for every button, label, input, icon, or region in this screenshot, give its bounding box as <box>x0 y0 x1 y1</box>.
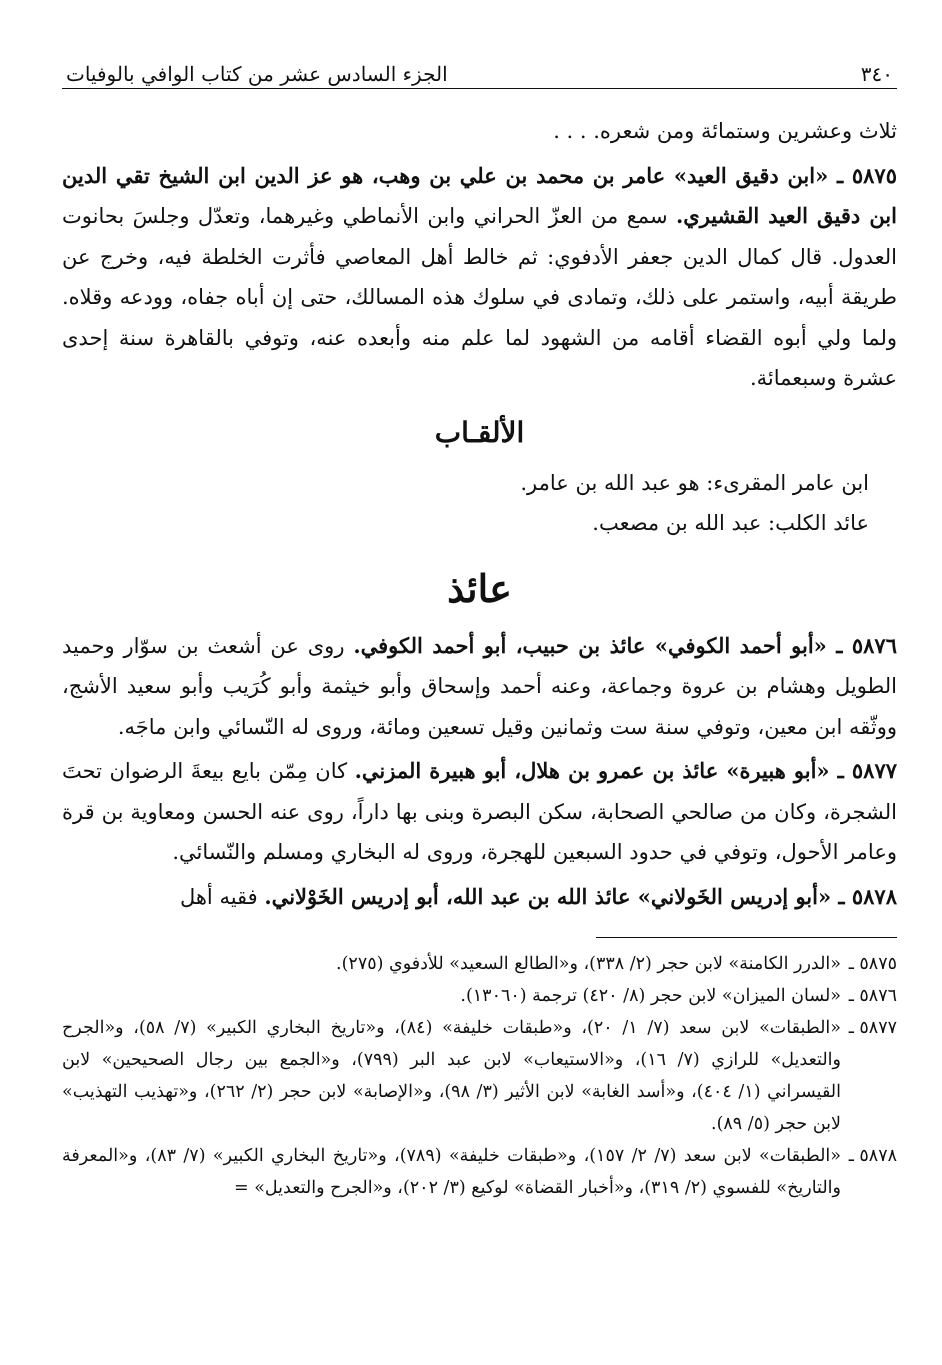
footnote-5878 <box>62 1140 897 1204</box>
entry-5877-lead: ٥٨٧٧ ـ «أبو هبيرة» عائذ بن عمرو بن هلال، أبو هبيرة المزني. <box>354 758 898 783</box>
footnote-text: «الدرر الكامنة» لابن حجر (٢/ ٣٣٨)، و«الطالع السعيد» للأدفوي (٢٧٥). <box>336 954 841 974</box>
entry-5878 <box>62 877 897 918</box>
alqab-heading: الألقـاب <box>434 415 525 449</box>
entry-5875 <box>62 156 897 399</box>
footnote-text: «الطبقات» لابن سعد (٧/ ٢/ ١٥٧)، و«طبقات خليفة» (٧٨٩)، و«تاريخ البخاري الكبير» (٧/ ٨٣)، و«المعرفة والتاريخ» للفسوي (٢/ ٣١٩)، و«أخبار القضاة» لوكيع (٣/ ٢٠٢)، و«الجرح والتعديل» = <box>62 1146 841 1198</box>
entry-5876 <box>62 626 897 748</box>
entry-5877-text: كان مِمّن بايع بيعةَ الرضوان تحتَ الشجرة، وكان من صالحي الصحابة، سكن البصرة وبنى بها داراً، روى عنه الحسن ومعاوية بن قرة وعامر الأحول، وتوفي في حدود السبعين للهجرة، وروى له البخاري ومسلم والنّسائي. <box>62 759 897 864</box>
running-title: الجزء السادس عشر من كتاب الوافي بالوفيات <box>66 62 448 86</box>
footnote-text: «الطبقات» لابن سعد (٧/ ١/ ٢٠)، و«طبقات خليفة» (٨٤)، و«تاريخ البخاري الكبير» (٧/ ٥٨)، و«الجرح والتعديل» للرازي (٧/ ١٦)، و«الاستيعاب» لابن عبد البر (٧٩٩)، و«الجمع بين رجال الصحيحين» لابن القيسراني (١/ ٤٠٤)، و«أسد الغابة» لابن الأثير (٣/ ٩٨)، و«الإصابة» لابن حجر (٢/ ٢٦٢)، و«تهذيب التهذيب» لابن حجر (٥/ ٨٩). <box>62 1018 841 1134</box>
footnote-number: ٥٨٧٧ ـ <box>848 1018 897 1038</box>
entry-5877 <box>62 751 897 873</box>
section-heading-aidh: عائذ <box>447 565 512 611</box>
footnote-5875 <box>62 948 897 980</box>
entry-5875-lead: ٥٨٧٥ ـ «ابن دقيق العيد» عامر بن محمد بن علي بن وهب، هو عز الدين ابن الشيخ تقي الدين ابن دقيق العيد القشيري. <box>62 162 897 228</box>
footnote-number: ٥٨٧٥ ـ <box>848 954 897 974</box>
footnote-rule <box>596 937 897 938</box>
entry-5878-lead: ٥٨٧٨ ـ «أبو إدريس الخَولاني» عائذ الله بن عبد الله، أبو إدريس الخَوْلاني. <box>264 883 897 909</box>
entry-5876-text: روى عن أشعث بن سوّار وحميد الطويل وهشام بن عروة وجماعة، وعنه أحمد وإسحاق وأبو خيثمة وأبو كُرَيب وأبو سعيد الأشج، ووثّقه ابن معين، وتوفي سنة ست وثمانين وقيل تسعين ومائة، وروى له النّسائي وابن ماجَه. <box>62 633 897 739</box>
alqab-line-1: ابن عامر المقرىء: هو عبد الله بن عامر. <box>520 470 869 495</box>
entry-5875-text: سمع من العزّ الحراني وابن الأنماطي وغيرهما، وتعدّل وجلسَ بحانوت العدول. قال كمال الدين جعفر الأدفوي: ثم خالط أهل المعاصي فأثرت الخلطة فيه، وخرج عن طريقة أبيه، واستمر على ذلك، وتمادى في سلوك هذه المسالك، حتى إن أباه جفاه، وودعه وقلاه. ولما ولي أبوه القضاء أقامه من الشهود لما علم منه وأبعده عنه، وتوفي بالقاهرة سنة إحدى عشرة وسبعمائة. <box>62 204 897 390</box>
entry-5878-text: فقيه أهل <box>179 884 265 909</box>
page-number: ٣٤٠ <box>860 62 893 86</box>
footnote-5876 <box>62 980 897 1012</box>
page-header <box>62 52 897 86</box>
header-rule <box>62 88 897 89</box>
footnote-number: ٥٨٧٦ ـ <box>848 986 897 1006</box>
entry-5876-lead: ٥٨٧٦ ـ «أبو أحمد الكوفي» عائذ بن حبيب، أبو أحمد الكوفي. <box>353 632 897 658</box>
main-text <box>62 111 897 917</box>
alqab-line-2: عائد الكلب: عبد الله بن مصعب. <box>592 511 869 535</box>
book-page <box>62 52 897 1342</box>
intro-line: ثلاث وعشرين وستمائة ومن شعره. . . . <box>553 119 897 143</box>
footnotes <box>62 948 897 1204</box>
footnote-text: «لسان الميزان» لابن حجر (٨/ ٤٢٠) ترجمة (١٣٠٦٠). <box>460 986 841 1006</box>
footnote-5877 <box>62 1012 897 1140</box>
footnote-number: ٥٨٧٨ ـ <box>848 1146 897 1166</box>
